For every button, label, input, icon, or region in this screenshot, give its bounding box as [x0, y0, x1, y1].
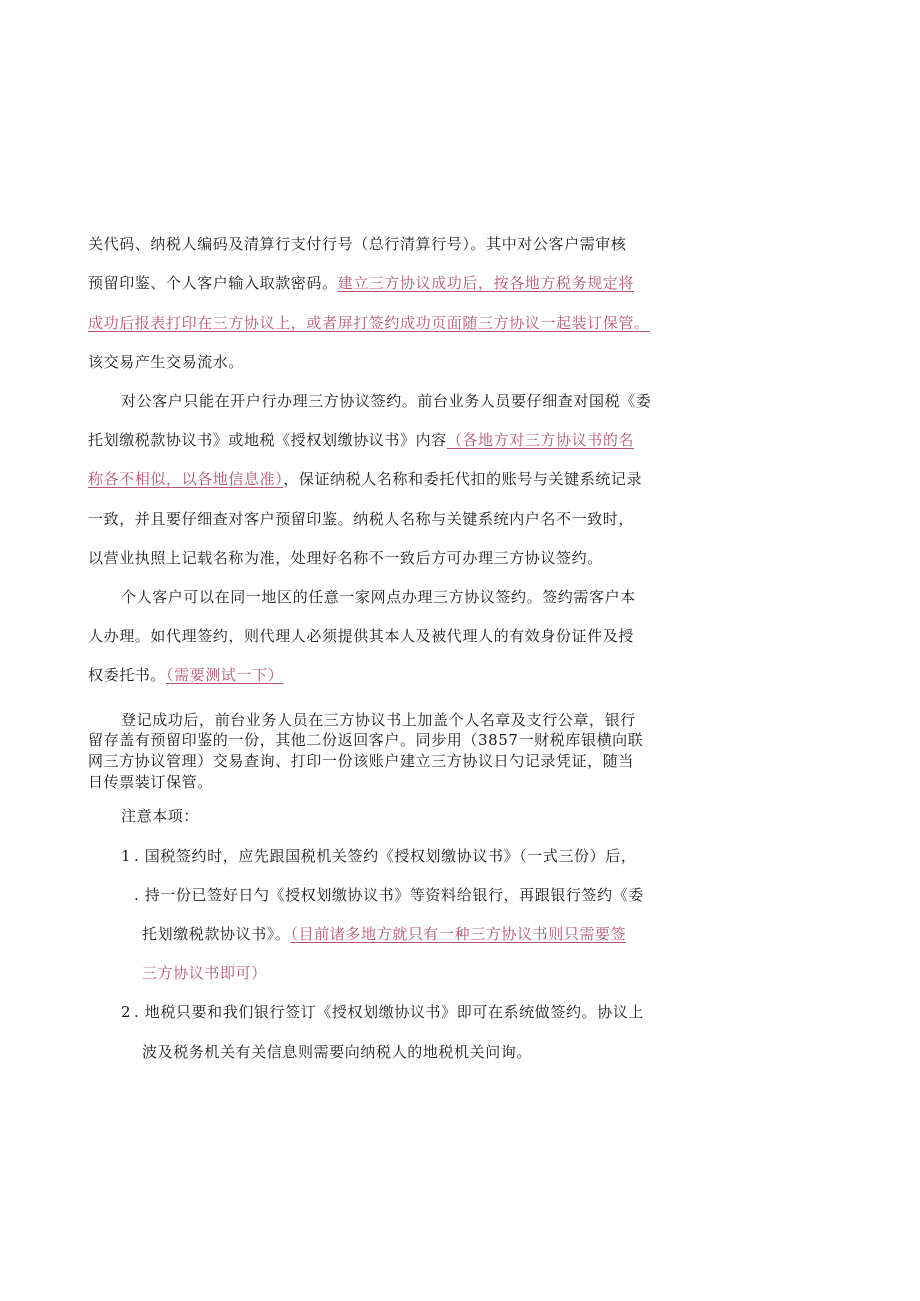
annotation-note: 称各不相似，以各地信息准） [88, 470, 284, 488]
annotation-note: （各地方对三方协议书的名 [446, 431, 635, 449]
notes-heading: 注意本项： [121, 807, 200, 825]
note-item-2-number: 2 [121, 1003, 132, 1021]
note-item-1-line-2: . 持一份已签好日勺《授权划缴协议书》等资料给银行，再跟银行签约《委 [134, 886, 644, 904]
p4-line-4: 日传票装订保管。 [88, 773, 213, 791]
p4-line-3: 网三方协议管理）交易查询、打印一份该账户建立三方协议日勺记录凭证，随当 [88, 752, 635, 770]
annotation-note: 三方协议书即可） [142, 964, 267, 982]
note-item-2-line-1: . 地税只要和我们银行签订《授权划缴协议书》即可在系统做签约。协议上 [134, 1003, 644, 1021]
note-item-1-number: 1 [121, 847, 132, 865]
note-item-2-line-2: 波及税务机关有关信息则需要向纳税人的地税机关问询。 [142, 1043, 533, 1061]
p2-line-3 [88, 469, 642, 489]
p4-line-2: 留存盖有预留印鉴的一份，其他二份返回客户。同步用（3857一财税库银横向联 [88, 731, 644, 749]
annotation-note: 成功后报表打印在三方协议上，或者屏打签约成功页面随三方协议一起装订保管。 [88, 314, 650, 332]
note-item-1-line-1: . 国税签约时，应先跟国税机关签约《授权划缴协议书》（一式三份）后， [134, 847, 637, 865]
note-item-1-line-3-text: 托划缴税款协议书》。 [142, 925, 291, 943]
p1-line-4: 该交易产生交易流水。 [88, 353, 245, 371]
p1-line-2-text: 预留印鉴、个人客户输入取款密码。 [88, 274, 338, 292]
annotation-note: （目前诸多地方就只有一种三方协议书则只需要签 [290, 925, 627, 943]
p2-line-4: 一致，并且要仔细查对客户预留印鉴。纳税人名称与关键系统内户名不一致时， [88, 510, 635, 528]
p3-line-1: 个人客户可以在同一地区的任意一家网点办理三方协议签约。签约需客户本 [121, 588, 636, 606]
p3-line-2: 人办理。如代理签约，则代理人必须提供其本人及被代理人的有效身份证件及授 [88, 627, 635, 645]
p1-line-1: 关代码、纳税人编码及清算行支付行号（总行清算行号）。其中对公客户需审核 [88, 235, 627, 253]
p3-line-3-text: 权委托书。 [88, 666, 167, 684]
p2-line-2-text: 托划缴税款协议书》或地税《授权划缴协议书》内容 [88, 431, 447, 449]
p3-line-3 [88, 665, 283, 685]
annotation-note: 建立三方协议成功后，按各地方税务规定将 [337, 274, 635, 292]
p2-line-5: 以营业执照上记载名称为准，处理好名称不一致后方可办理三方协议签约。 [88, 549, 603, 567]
p2-line-3-text: ，保证纳税人名称和委托代扣的账号与关键系统记录 [283, 470, 643, 488]
p4-line-1: 登记成功后，前台业务人员在三方协议书上加盖个人名章及支行公章，银行 [121, 711, 636, 729]
p1-line-2 [88, 273, 634, 293]
note-item-1-line-3 [142, 924, 626, 944]
p2-line-2 [88, 430, 634, 450]
p2-line-1: 对公客户只能在开户行办理三方协议签约。前台业务人员要仔细查对国税《委 [121, 392, 652, 410]
annotation-note: （需要测试一下） [166, 666, 284, 684]
